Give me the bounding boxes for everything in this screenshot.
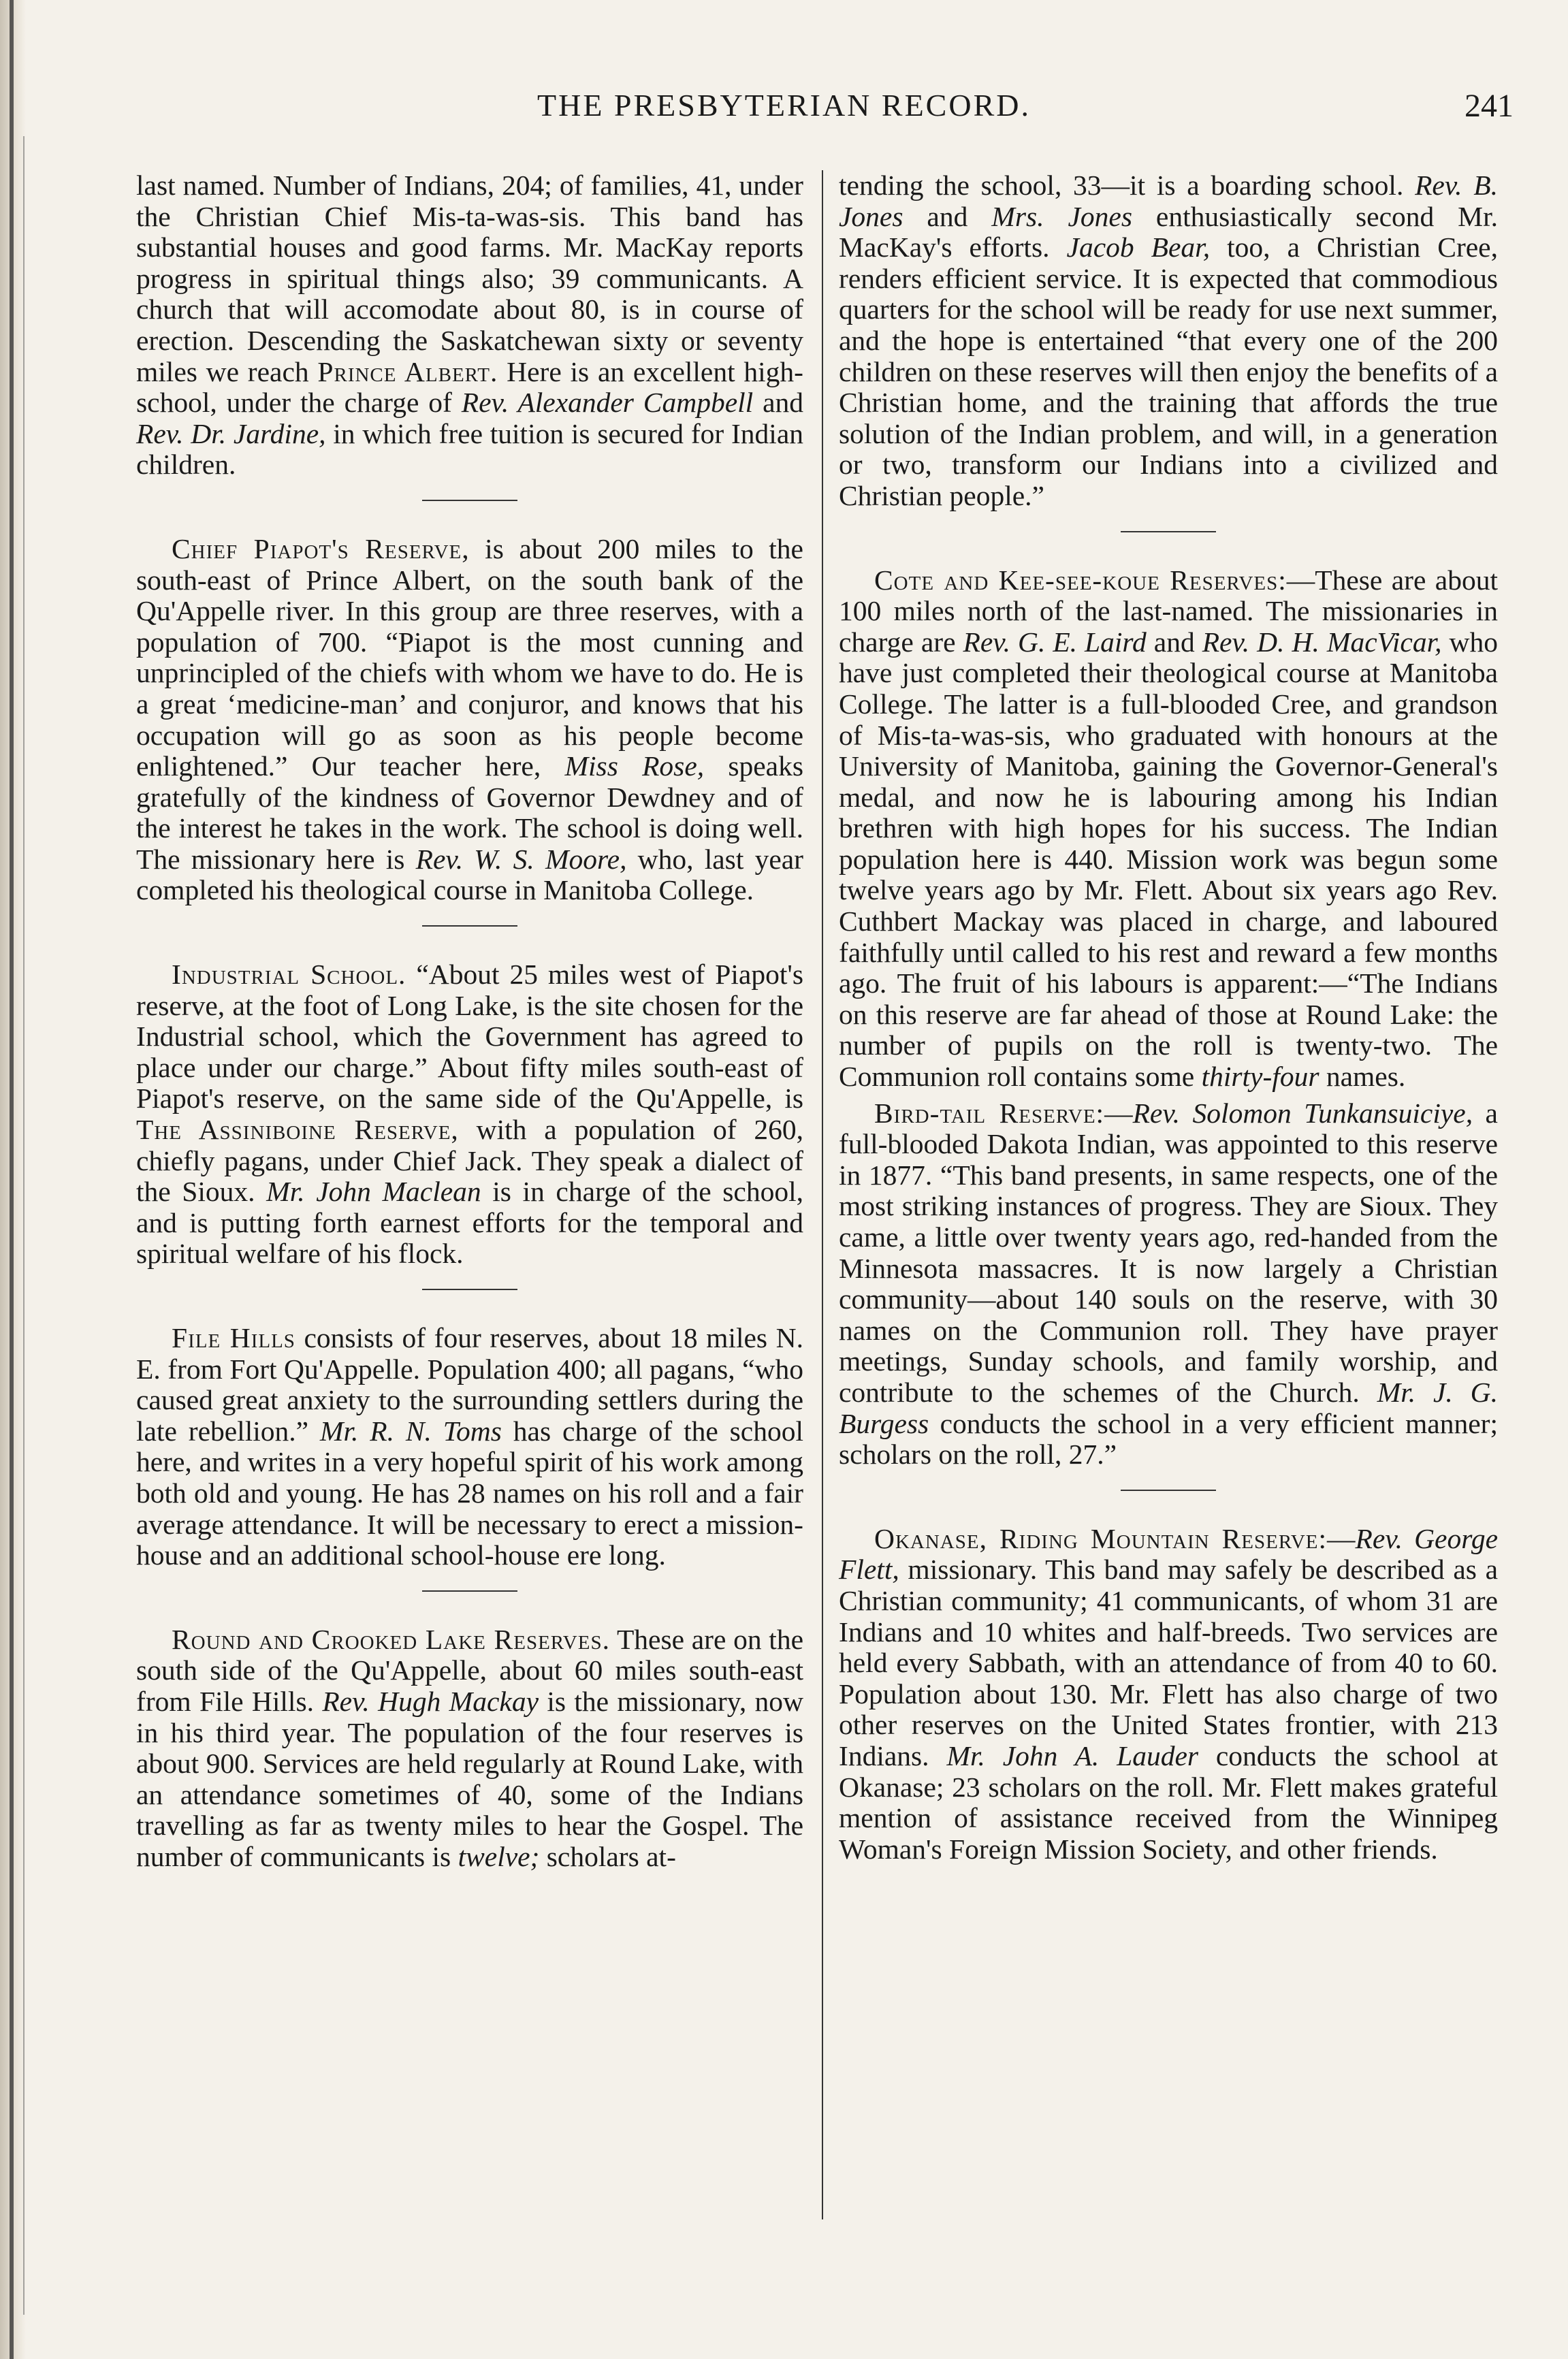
section-separator <box>1121 531 1216 532</box>
journal-title: THE PRESBYTERIAN RECORD. <box>537 88 1031 123</box>
column-divider <box>822 170 823 2219</box>
page-number: 241 <box>1465 88 1514 124</box>
section-separator <box>422 1590 517 1592</box>
paragraph-cote-reserves: Cote and Kee-see-koue Reserves:—These are about 100 miles north of the last-named. The missionaries in charge are Rev. G. E. Laird and Rev. D. H. MacVicar, who have just completed their theological course at Manitoba College. The latter is a full-blooded Cree, and grandson of Mis-ta-was-sis, who graduated with honours at the University of Manitoba, gaining the Governor-General's medal, and now he is labouring among his Indian brethren with high hopes for his success. The Indian population here is 440. Mission work was begun some twelve years ago by Mr. Flett. About six years ago Rev. Cuthbert Mackay was placed in charge, and laboured faithfully until called to his rest and reward a few months ago. The fruit of his labours is apparent:—“The Indians on this reserve are far ahead of those at Round Lake: the number of pupils on the roll is twenty-two. The Communion roll contains some thirty-four names. <box>839 564 1498 1093</box>
paragraph-okanase: Okanase, Riding Mountain Reserve:—Rev. George Flett, missionary. This band may safely be described as a Christian community; 41 communicants, of whom 31 are Indians and 10 whites and half-breeds. Two services are held every Sabbath, with an attendance of from 40 to 60. Population about 130. Mr. Flett has also charge of two other reserves on the United States frontier, with 213 Indians. Mr. John A. Lauder conducts the school at Okanase; 23 scholars on the roll. Mr. Flett makes grateful mention of assistance received from the Winnipeg Woman's Foreign Mission Society, and other friends. <box>839 1522 1498 1865</box>
section-head-piapot: Chief Piapot's Reserve, <box>172 532 470 564</box>
right-column <box>839 170 1498 1865</box>
section-head-okanase: Okanase, Riding Mountain Reserve: <box>874 1522 1328 1554</box>
section-separator <box>422 1289 517 1290</box>
section-separator <box>422 500 517 501</box>
paragraph-round-lake: Round and Crooked Lake Reserves. These are on the south side of the Qu'Appelle, about 60 miles south-east from File Hills. Rev. Hugh Mackay is the missionary, now in his third year. The population of the four reserves is about 900. Services are held regularly at Round Lake, with an attendance sometimes of 40, some of the Indians travelling as far as twenty miles to hear the Gospel. The number of communicants is twelve; scholars at- <box>136 1623 803 1872</box>
paragraph-industrial-school: Industrial School. “About 25 miles west of Piapot's reserve, at the foot of Long Lake, is the site chosen for the Industrial school, which the Government has agreed to place under our charge.” About fifty miles south-east of Piapot's reserve, on the same side of the Qu'Appelle, is The Assiniboine Reserve, with a population of 260, chiefly pagans, under Chief Jack. They speak a dialect of the Sioux. Mr. John Maclean is in charge of the school, and is putting forth earnest efforts for the temporal and spiritual welfare of his flock. <box>136 959 804 1270</box>
paragraph-mistawasis: last named. Number of Indians, 204; of families, 41, under the Christian Chief Mis-ta-was-sis. This band has substantial houses and good farms. Mr. MacKay reports progress in spiritual things also; 39 communicants. A church that will accomodate about 80, is in course of erection. Descending the Saskatchewan sixty or seventy miles we reach Prince Albert. Here is an excellent high-school, under the charge of Rev. Alexander Campbell and Rev. Dr. Jardine, in which free tuition is secured for Indian children. <box>136 170 803 481</box>
left-column <box>136 170 803 1873</box>
section-head-bird-tail: Bird-tail Reserve: <box>874 1097 1105 1129</box>
section-head-file-hills: File Hills <box>172 1322 295 1353</box>
section-separator <box>422 925 517 927</box>
section-head-round-lake: Round and Crooked Lake Reserves. <box>172 1623 610 1655</box>
paragraph-file-hills: File Hills consists of four reserves, about 18 miles N. E. from Fort Qu'Appelle. Population 400; all pagans, “who caused great anxiety to the surrounding settlers during the late rebellion.” Mr. R. N. Toms has charge of the school here, and writes in a very hopeful spirit of his work among both old and young. He has 28 names on his roll and a fair average attendance. It will be necessary to erect a mission-house and an additional school-house ere long. <box>136 1322 803 1571</box>
binding-rule <box>23 136 25 2315</box>
section-head-cote: Cote and Kee-see-koue Reserves: <box>874 564 1287 596</box>
paragraph-boarding-school: tending the school, 33—it is a boarding school. Rev. B. Jones and Mrs. Jones enthusiastically second Mr. MacKay's efforts. Jacob Bear, too, a Christian Cree, renders efficient service. It is expected that commodious quarters for the school will be ready for use next summer, and the hope is entertained “that every one of the 200 children on these reserves will then enjoy the benefits of a Christian home, and the training that affords the true solution of the Indian problem, and will, in a generation or two, transform our Indians into a civilized and Christian people.” <box>839 170 1498 511</box>
paragraph-piapot: Chief Piapot's Reserve, is about 200 miles to the south-east of Prince Albert, on the south bank of the Qu'Appelle river. In this group are three reserves, with a population of 700. “Piapot is the most cunning and unprincipled of the chiefs with whom we have to do. He is a great ‘medicine-man’ and conjuror, and knows that his occupation will go as soon as his people become enlightened.” Our teacher here, Miss Rose, speaks gratefully of the kindness of Governor Dewdney and of the interest he takes in the work. The school is doing well. The missionary here is Rev. W. S. Moore, who, last year completed his theological course in Manitoba College. <box>136 532 803 906</box>
section-separator <box>1121 1490 1216 1491</box>
section-head-industrial-school: Industrial School. <box>172 959 406 991</box>
paragraph-bird-tail: Bird-tail Reserve:—Rev. Solomon Tunkansuiciye, a full-blooded Dakota Indian, was appointed to this reserve in 1877. “This band presents, in same respects, one of the most striking instances of progress. They are Sioux. They came, a little over twenty years ago, red-handed from the Minnesota massacres. It is now largely a Christian community—about 140 souls on the reserve, with 30 names on the Communion roll. They have prayer meetings, Sunday schools, and family worship, and contribute to the schemes of the Church. Mr. J. G. Burgess conducts the school in a very efficient manner; scholars on the roll, 27.” <box>839 1097 1498 1471</box>
running-head <box>0 87 1568 128</box>
section-head-prince-albert: Prince Albert. <box>317 355 498 387</box>
binding-shadow <box>10 0 14 2359</box>
